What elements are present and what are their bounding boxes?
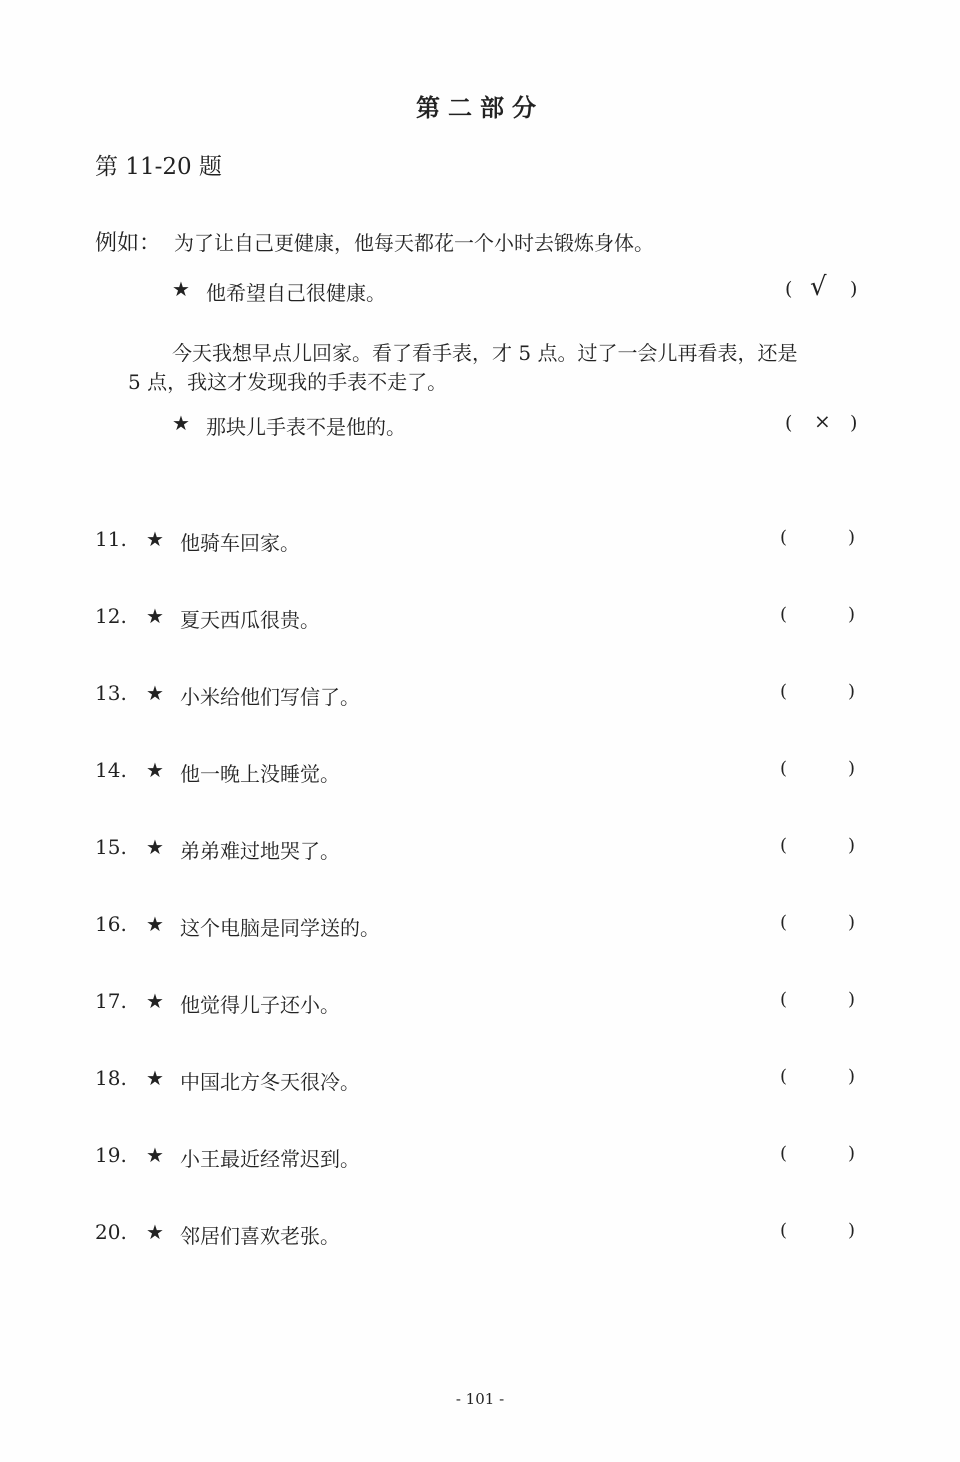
question-statement: 邻居们喜欢老张。 — [180, 1224, 340, 1248]
star-icon: ★ — [146, 912, 164, 936]
answer-paren-open[interactable]: ( — [780, 835, 788, 856]
answer-paren-close[interactable]: ) — [848, 758, 856, 779]
question-statement: 他觉得儿子还小。 — [180, 993, 340, 1017]
star-icon: ★ — [146, 1066, 164, 1090]
question-number: 14. — [95, 758, 127, 782]
example-sentence-2-line-2: 5 点，我这才发现我的手表不走了。 — [128, 370, 448, 394]
answer-paren-open[interactable]: ( — [780, 758, 788, 779]
answer-paren-close[interactable]: ) — [848, 912, 856, 933]
answer-paren-open[interactable]: ( — [780, 1220, 788, 1241]
question-item — [0, 1066, 960, 1096]
paren-open: ( — [785, 278, 793, 300]
star-icon: ★ — [146, 1143, 164, 1167]
question-statement: 他一晚上没睡觉。 — [180, 762, 340, 786]
star-icon: ★ — [146, 1220, 164, 1244]
answer-paren-close[interactable]: ) — [848, 1220, 856, 1241]
star-icon: ★ — [146, 835, 164, 859]
question-number: 18. — [95, 1066, 127, 1090]
question-item — [0, 1220, 960, 1250]
answer-paren-close[interactable]: ) — [848, 681, 856, 702]
example-statement-2: 那块儿手表不是他的。 — [206, 415, 406, 439]
answer-paren-open[interactable]: ( — [780, 912, 788, 933]
star-icon: ★ — [146, 758, 164, 782]
question-item — [0, 527, 960, 557]
question-number: 13. — [95, 681, 127, 705]
check-mark-answer: √ — [810, 272, 827, 302]
question-number: 15. — [95, 835, 127, 859]
answer-paren-open[interactable]: ( — [780, 604, 788, 625]
question-item — [0, 835, 960, 865]
question-item — [0, 1143, 960, 1173]
question-number: 17. — [95, 989, 127, 1013]
question-statement: 弟弟难过地哭了。 — [180, 839, 340, 863]
star-icon: ★ — [146, 681, 164, 705]
answer-paren-close[interactable]: ) — [848, 527, 856, 548]
example-sentence-2-line-1: 今天我想早点儿回家。看了看手表，才 5 点。过了一会儿再看表，还是 — [172, 341, 798, 365]
question-item — [0, 989, 960, 1019]
question-item — [0, 681, 960, 711]
cross-mark-answer: × — [814, 409, 831, 433]
example-statement-1: 他希望自己很健康。 — [206, 281, 386, 305]
answer-paren-open[interactable]: ( — [780, 527, 788, 548]
question-number: 12. — [95, 604, 127, 628]
question-number: 20. — [95, 1220, 127, 1244]
question-item — [0, 912, 960, 942]
answer-paren-open[interactable]: ( — [780, 1143, 788, 1164]
question-statement: 小王最近经常迟到。 — [180, 1147, 360, 1171]
star-icon: ★ — [146, 989, 164, 1013]
answer-paren-close[interactable]: ) — [848, 1143, 856, 1164]
question-number: 19. — [95, 1143, 127, 1167]
question-statement: 夏天西瓜很贵。 — [180, 608, 320, 632]
answer-paren-close[interactable]: ) — [848, 1066, 856, 1087]
example-sentence-1: 为了让自己更健康，他每天都花一个小时去锻炼身体。 — [174, 231, 654, 255]
answer-paren-open[interactable]: ( — [780, 681, 788, 702]
question-statement: 他骑车回家。 — [180, 531, 300, 555]
star-icon: ★ — [146, 604, 164, 628]
paren-open: ( — [785, 412, 793, 434]
question-item — [0, 758, 960, 788]
answer-paren-open[interactable]: ( — [780, 1066, 788, 1087]
question-statement: 这个电脑是同学送的。 — [180, 916, 380, 940]
answer-paren-close[interactable]: ) — [848, 989, 856, 1010]
page-number: - 101 - — [455, 1390, 505, 1408]
star-icon: ★ — [146, 527, 164, 551]
paren-close: ) — [850, 412, 858, 434]
example-label: 例如： — [95, 231, 162, 256]
question-item — [0, 604, 960, 634]
star-icon: ★ — [172, 411, 190, 435]
answer-paren-close[interactable]: ) — [848, 835, 856, 856]
question-number: 16. — [95, 912, 127, 936]
question-range: 第 11-20 题 — [95, 154, 222, 180]
answer-paren-close[interactable]: ) — [848, 604, 856, 625]
question-number: 11. — [95, 527, 127, 551]
question-statement: 中国北方冬天很冷。 — [180, 1070, 360, 1094]
question-statement: 小米给他们写信了。 — [180, 685, 360, 709]
paren-close: ) — [850, 278, 858, 300]
answer-paren-open[interactable]: ( — [780, 989, 788, 1010]
star-icon: ★ — [172, 277, 190, 301]
section-title: 第二部分 — [416, 93, 544, 122]
